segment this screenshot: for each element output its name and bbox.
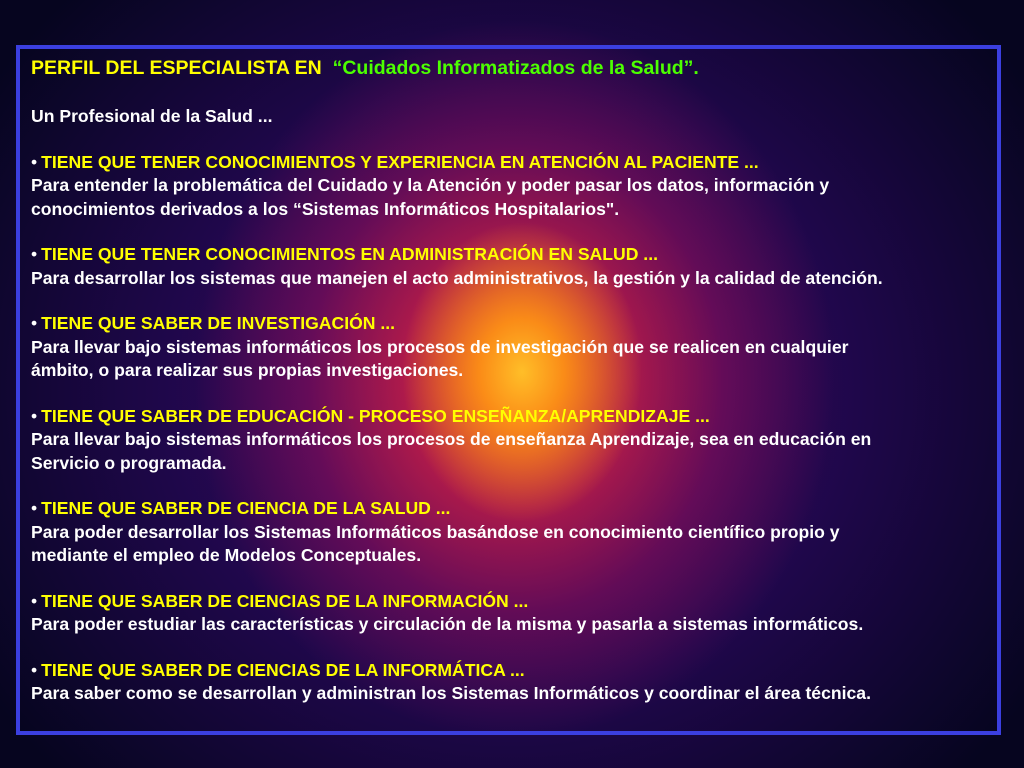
section-heading-line xyxy=(31,497,1006,521)
section-heading-line xyxy=(31,590,1006,614)
section-body-line: mediante el empleo de Modelos Conceptuales. xyxy=(31,545,422,565)
bullet-icon: • xyxy=(31,659,38,680)
section-block xyxy=(31,590,1006,637)
section-body-line: Para entender la problemática del Cuidado y la Atención y poder pasar los datos, información y xyxy=(31,175,830,195)
slide-title xyxy=(31,55,1006,81)
section-heading: TIENE QUE SABER DE CIENCIAS DE LA INFORMACIÓN ... xyxy=(41,590,529,611)
section-body-line: ámbito, o para realizar sus propias investigaciones. xyxy=(31,360,464,380)
section-heading: TIENE QUE SABER DE INVESTIGACIÓN ... xyxy=(41,313,396,333)
section-heading: TIENE QUE SABER DE CIENCIAS DE LA INFORMÁTICA ... xyxy=(41,659,525,680)
section-block xyxy=(31,497,1006,568)
section-block xyxy=(31,151,1006,222)
section-body-line: Para llevar bajo sistemas informáticos los procesos de investigación que se realicen en cualquier xyxy=(31,336,849,357)
section-block xyxy=(31,659,1006,706)
section-heading-line xyxy=(31,659,1006,683)
section-heading: TIENE QUE TENER CONOCIMIENTOS EN ADMINISTRACIÓN EN SALUD ... xyxy=(41,244,658,264)
section-body-line: Para desarrollar los sistemas que manejen el acto administrativos, la gestión y la calidad de atención. xyxy=(31,267,883,288)
section-heading-line xyxy=(31,405,1006,429)
sections-list xyxy=(31,151,1006,706)
section-heading: TIENE QUE TENER CONOCIMIENTOS Y EXPERIENCIA EN ATENCIÓN AL PACIENTE ... xyxy=(41,151,759,172)
section-heading: TIENE QUE SABER DE CIENCIA DE LA SALUD ... xyxy=(41,498,451,518)
section-body-line: Servicio o programada. xyxy=(31,452,227,473)
section-body-line: Para poder desarrollar los Sistemas Informáticos basándose en conocimiento científico propio y xyxy=(31,521,840,542)
bullet-icon: • xyxy=(31,151,38,172)
section-body-line: Para poder estudiar las características y circulación de la misma y pasarla a sistemas informáticos. xyxy=(31,614,864,634)
slide-content xyxy=(31,55,1006,706)
section-body-line: Para saber como se desarrollan y administran los Sistemas Informáticos y coordinar el área técnica. xyxy=(31,683,871,703)
section-heading-line xyxy=(31,312,1006,336)
bullet-icon: • xyxy=(31,313,38,333)
section-block xyxy=(31,243,1006,290)
section-heading-line xyxy=(31,151,1006,175)
bullet-icon: • xyxy=(31,590,38,611)
intro-text: Un Profesional de la Salud ... xyxy=(31,106,273,126)
section-body-line: conocimientos derivados a los “Sistemas Informáticos Hospitalarios". xyxy=(31,198,620,219)
bullet-icon: • xyxy=(31,244,38,264)
bullet-icon: • xyxy=(31,405,38,426)
title-quoted: “Cuidados Informatizados de la Salud”. xyxy=(332,57,699,79)
section-body-line: Para llevar bajo sistemas informáticos los procesos de enseñanza Aprendizaje, sea en educación en xyxy=(31,429,872,449)
section-heading: TIENE QUE SABER DE EDUCACIÓN - PROCESO ENSEÑANZA/APRENDIZAJE ... xyxy=(41,405,710,426)
section-heading-line xyxy=(31,243,1006,267)
bullet-icon: • xyxy=(31,498,38,518)
section-block xyxy=(31,405,1006,476)
title-prefix: PERFIL DEL ESPECIALISTA EN xyxy=(31,57,322,79)
section-block xyxy=(31,312,1006,383)
